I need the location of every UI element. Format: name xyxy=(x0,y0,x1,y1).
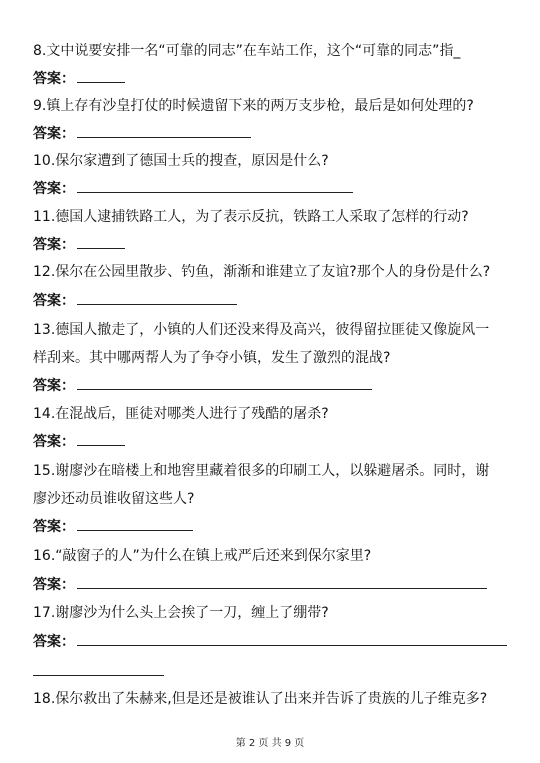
answer-12 xyxy=(33,292,237,310)
answer-blank[interactable] xyxy=(77,180,353,193)
question-11: 11.德国人逮捕铁路工人，为了表示反抗，铁路工人采取了怎样的行动? xyxy=(33,209,469,225)
question-13-line2: 样刮来。其中哪两帮人为了争夺小镇，发生了激烈的混战? xyxy=(33,350,391,366)
answer-label: 答案： xyxy=(33,378,75,394)
question-13-line1: 13.德国人撤走了，小镇的人们还没来得及高兴，彼得留拉匪徒又像旋风一 xyxy=(33,322,490,338)
question-9: 9.镇上存有沙皇打仗的时候遗留下来的两万支步枪，最后是如何处理的? xyxy=(33,98,474,114)
answer-label: 答案： xyxy=(33,126,75,142)
answer-label: 答案： xyxy=(33,577,75,593)
question-17: 17.谢廖沙为什么头上会挨了一刀，缠上了绷带? xyxy=(33,605,329,621)
answer-blank[interactable] xyxy=(77,576,487,589)
answer-blank[interactable] xyxy=(77,433,125,446)
answer-label: 答案： xyxy=(33,519,75,535)
answer-14 xyxy=(33,433,125,451)
question-18: 18.保尔救出了朱赫来,但是还是被谁认了出来并告诉了贵族的儿子维克多? xyxy=(33,691,488,707)
answer-13 xyxy=(33,377,372,395)
question-8: 8.文中说要安排一名“可靠的同志”在车站工作，这个“可靠的同志”指_ xyxy=(33,43,461,59)
answer-continuation-line[interactable] xyxy=(33,675,164,676)
answer-10 xyxy=(33,180,353,198)
answer-9 xyxy=(33,125,251,143)
answer-label: 答案： xyxy=(33,634,75,650)
answer-blank[interactable] xyxy=(77,633,507,646)
question-12: 12.保尔在公园里散步、钓鱼，渐渐和谁建立了友谊?那个人的身份是什么? xyxy=(33,264,491,280)
question-15-line2: 廖沙还动员谁收留这些人? xyxy=(33,491,195,507)
answer-label: 答案： xyxy=(33,293,75,309)
answer-label: 答案： xyxy=(33,434,75,450)
answer-blank[interactable] xyxy=(77,292,237,305)
answer-label: 答案： xyxy=(33,71,75,87)
question-15-line1: 15.谢廖沙在暗楼上和地窖里藏着很多的印刷工人，以躲避屠杀。同时，谢 xyxy=(33,463,490,479)
question-14: 14.在混战后，匪徒对哪类人进行了残酷的屠杀? xyxy=(33,406,329,422)
answer-16 xyxy=(33,576,487,594)
answer-15 xyxy=(33,518,193,536)
answer-label: 答案： xyxy=(33,181,75,197)
page-footer: 第 2 页 共 9 页 xyxy=(235,738,305,749)
answer-blank[interactable] xyxy=(77,518,193,531)
answer-blank[interactable] xyxy=(77,125,251,138)
answer-label: 答案： xyxy=(33,237,75,253)
answer-8 xyxy=(33,70,125,88)
answer-blank[interactable] xyxy=(77,377,372,390)
answer-11 xyxy=(33,236,125,254)
question-16: 16.“敲窗子的人”为什么在镇上戒严后还来到保尔家里? xyxy=(33,548,372,564)
answer-blank[interactable] xyxy=(77,236,125,249)
answer-17 xyxy=(33,633,507,651)
answer-blank[interactable] xyxy=(77,70,125,83)
question-10: 10.保尔家遭到了德国士兵的搜查，原因是什么? xyxy=(33,153,329,169)
